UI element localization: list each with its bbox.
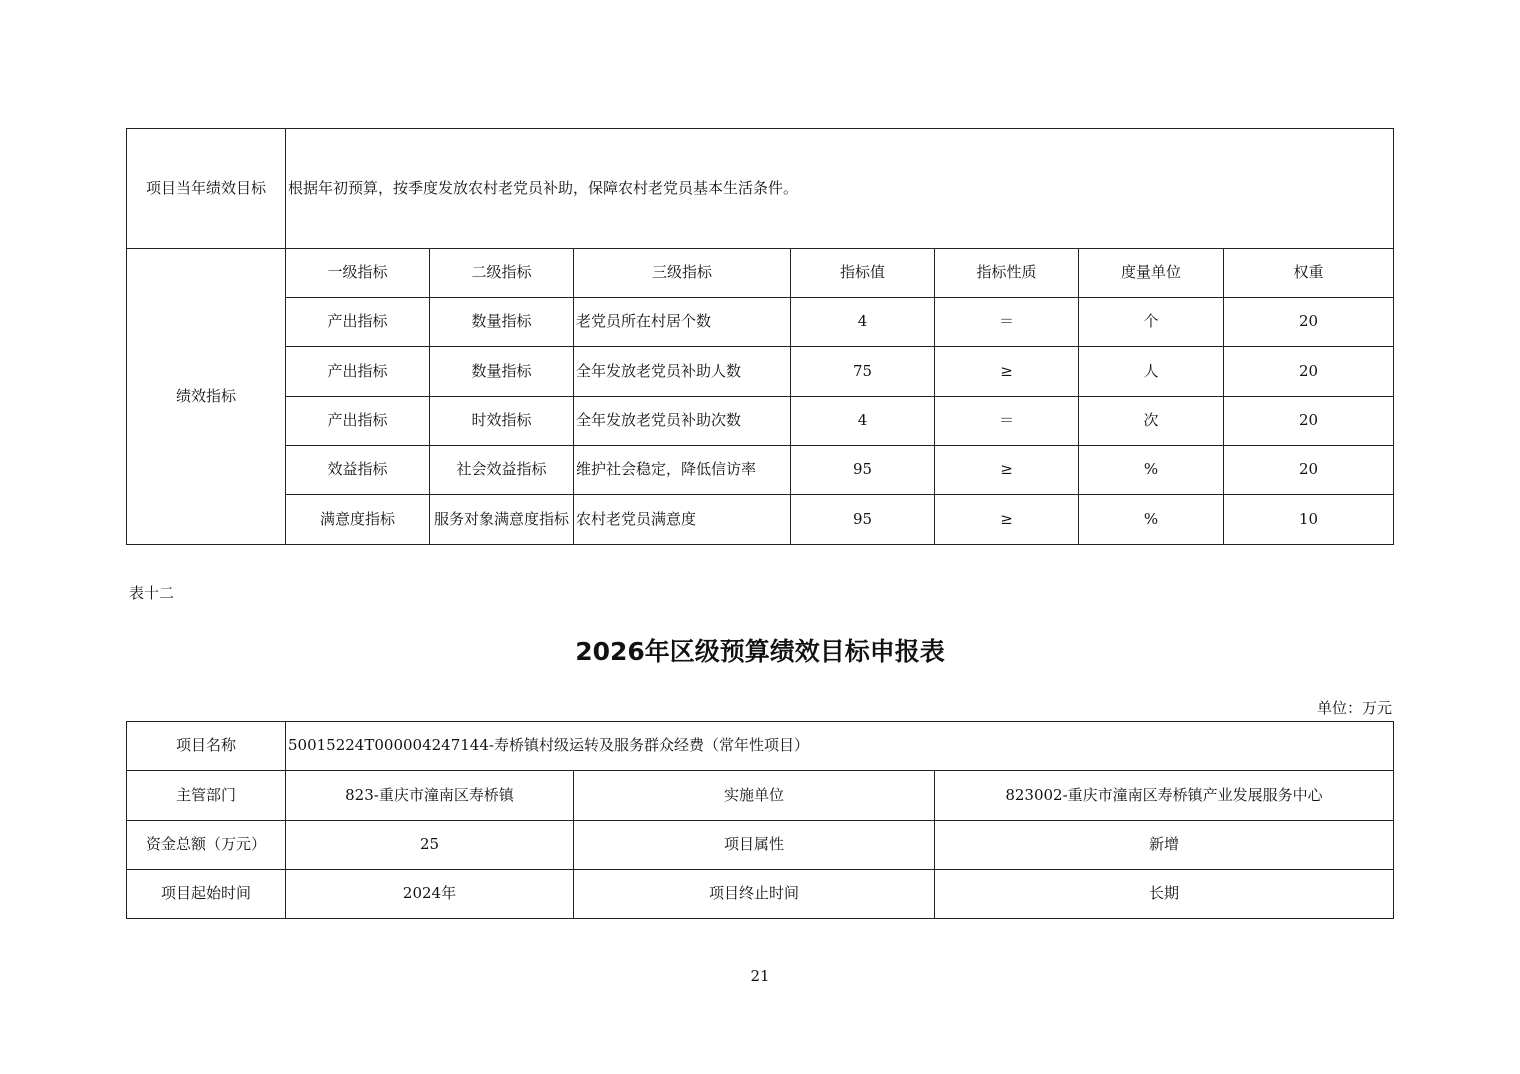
page-number: 21 bbox=[750, 967, 770, 985]
level2-cell: 数量指标 bbox=[430, 298, 574, 347]
header-unit: 度量单位 bbox=[1079, 249, 1224, 298]
project-name-value: 50015224T000004247144-寿桥镇村级运转及服务群众经费（常年性项目） bbox=[286, 722, 1394, 771]
level1-cell: 满意度指标 bbox=[286, 495, 430, 545]
implementing-unit-label: 实施单位 bbox=[574, 771, 935, 821]
department-row bbox=[127, 771, 1394, 821]
unit-cell: % bbox=[1079, 446, 1224, 495]
project-info-table bbox=[126, 721, 1394, 919]
level1-cell: 产出指标 bbox=[286, 397, 430, 446]
end-time-value: 长期 bbox=[935, 870, 1394, 919]
unit-cell: % bbox=[1079, 495, 1224, 545]
level2-cell: 时效指标 bbox=[430, 397, 574, 446]
end-time-label: 项目终止时间 bbox=[574, 870, 935, 919]
fund-total-label: 资金总额（万元） bbox=[127, 821, 286, 870]
weight-cell: 10 bbox=[1224, 495, 1394, 545]
fund-total-value: 25 bbox=[286, 821, 574, 870]
table-row bbox=[127, 397, 1394, 446]
goal-label: 项目当年绩效目标 bbox=[127, 129, 286, 249]
project-name-row bbox=[127, 722, 1394, 771]
nature-cell: ≥ bbox=[935, 495, 1079, 545]
unit-cell: 次 bbox=[1079, 397, 1224, 446]
level1-cell: 产出指标 bbox=[286, 298, 430, 347]
level3-cell: 全年发放老党员补助人数 bbox=[574, 347, 791, 397]
table-row bbox=[127, 298, 1394, 347]
unit-cell: 人 bbox=[1079, 347, 1224, 397]
page-title: 2026年区级预算绩效目标申报表 bbox=[575, 637, 945, 666]
implementing-unit-value: 823002-重庆市潼南区寿桥镇产业发展服务中心 bbox=[935, 771, 1394, 821]
department-value: 823-重庆市潼南区寿桥镇 bbox=[286, 771, 574, 821]
header-level2: 二级指标 bbox=[430, 249, 574, 298]
performance-indicator-table bbox=[126, 128, 1394, 545]
level2-cell: 社会效益指标 bbox=[430, 446, 574, 495]
level3-cell: 农村老党员满意度 bbox=[574, 495, 791, 545]
weight-cell: 20 bbox=[1224, 298, 1394, 347]
header-level3: 三级指标 bbox=[574, 249, 791, 298]
table-row bbox=[127, 446, 1394, 495]
header-weight: 权重 bbox=[1224, 249, 1394, 298]
weight-cell: 20 bbox=[1224, 397, 1394, 446]
weight-cell: 20 bbox=[1224, 446, 1394, 495]
unit-label: 单位：万元 bbox=[1316, 699, 1392, 717]
table-label: 表十二 bbox=[129, 584, 175, 602]
fund-row bbox=[127, 821, 1394, 870]
value-cell: 95 bbox=[791, 446, 935, 495]
table-row bbox=[127, 495, 1394, 545]
unit-cell: 个 bbox=[1079, 298, 1224, 347]
table-row bbox=[127, 347, 1394, 397]
start-time-value: 2024年 bbox=[286, 870, 574, 919]
value-cell: 95 bbox=[791, 495, 935, 545]
level3-cell: 全年发放老党员补助次数 bbox=[574, 397, 791, 446]
value-cell: 75 bbox=[791, 347, 935, 397]
department-label: 主管部门 bbox=[127, 771, 286, 821]
level2-cell: 服务对象满意度指标 bbox=[430, 495, 574, 545]
value-cell: 4 bbox=[791, 298, 935, 347]
header-value: 指标值 bbox=[791, 249, 935, 298]
level2-cell: 数量指标 bbox=[430, 347, 574, 397]
goal-text: 根据年初预算，按季度发放农村老党员补助，保障农村老党员基本生活条件。 bbox=[286, 129, 1394, 249]
project-name-label: 项目名称 bbox=[127, 722, 286, 771]
level1-cell: 产出指标 bbox=[286, 347, 430, 397]
period-row bbox=[127, 870, 1394, 919]
level3-cell: 维护社会稳定，降低信访率 bbox=[574, 446, 791, 495]
goal-row bbox=[127, 129, 1394, 249]
header-nature: 指标性质 bbox=[935, 249, 1079, 298]
nature-cell: ＝ bbox=[935, 298, 1079, 347]
level1-cell: 效益指标 bbox=[286, 446, 430, 495]
level3-cell: 老党员所在村居个数 bbox=[574, 298, 791, 347]
header-level1: 一级指标 bbox=[286, 249, 430, 298]
indicator-header-row bbox=[127, 249, 1394, 298]
nature-cell: ＝ bbox=[935, 397, 1079, 446]
indicator-label: 绩效指标 bbox=[127, 249, 286, 545]
project-attribute-label: 项目属性 bbox=[574, 821, 935, 870]
value-cell: 4 bbox=[791, 397, 935, 446]
project-attribute-value: 新增 bbox=[935, 821, 1394, 870]
nature-cell: ≥ bbox=[935, 446, 1079, 495]
weight-cell: 20 bbox=[1224, 347, 1394, 397]
start-time-label: 项目起始时间 bbox=[127, 870, 286, 919]
nature-cell: ≥ bbox=[935, 347, 1079, 397]
